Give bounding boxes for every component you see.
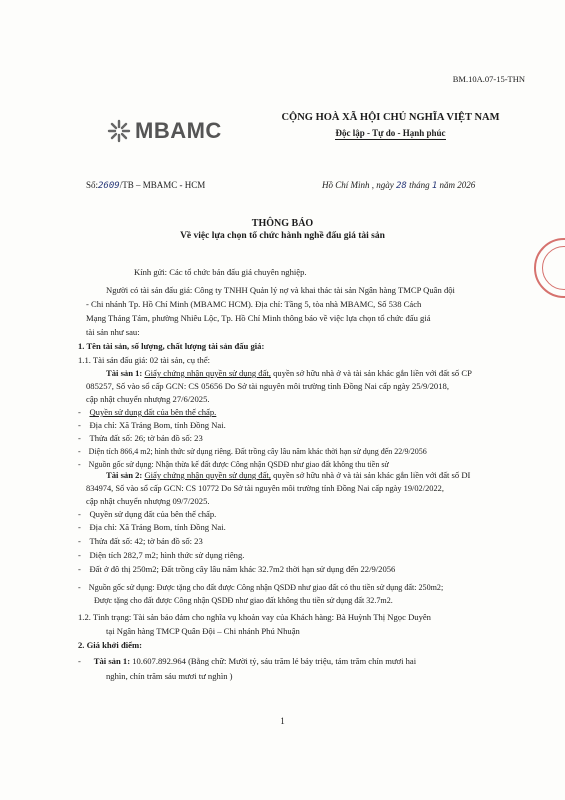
- handwritten-month: 1: [431, 181, 438, 191]
- asset-2-line-1: Tài sản 2: Giấy chứng nhận quyền sử dụng đất, quyền sở hữu nhà ở và tài sản khác gắn liền với đất số DI: [106, 470, 471, 480]
- handwritten-day: 28: [396, 181, 407, 191]
- republic-heading: CỘNG HOÀ XÃ HỘI CHỦ NGHĨA VIỆT NAM: [281, 112, 500, 123]
- asset-2-line-2: 834974, Số vào sổ cấp GCN: CS 10772 Do Sở tài nguyên môi trường tỉnh Đồng Nai cấp ngày 19/02/2022,: [86, 484, 444, 493]
- reference-number: Số:2609/TB – MBAMC - HCM: [86, 180, 206, 191]
- asset-2-bullet: - Quyền sử dụng đất của bên thế chấp.: [78, 509, 217, 519]
- mbamc-logo: [106, 118, 222, 144]
- asset-2-bullet: - Diện tích 282,7 m2; hình thức sử dụng riêng.: [78, 550, 245, 560]
- greeting: Kính gửi: Các tổ chức bán đấu giá chuyên nghiệp.: [134, 267, 307, 277]
- section-1-2-line-1: 1.2. Tình trạng: Tài sản bảo đảm cho nghĩa vụ khoản vay của Khách hàng: Bà Huỳnh Thị Ngọc Duyên: [78, 612, 431, 622]
- asset-1-bullet: - Diện tích 866,4 m2; hình thức sử dụng riêng. Đất trồng cây lâu năm khác thời hạn sử dụng đến 22/9/2056: [78, 447, 427, 456]
- intro-line-2: - Chi nhánh Tp. Hồ Chí Minh (MBAMC HCM). Địa chỉ: Tầng 5, tòa nhà MBAMC, Số 538 Cách: [86, 299, 422, 309]
- section-1-2-line-2: tại Ngân hàng TMCP Quân Đội – Chi nhánh Phú Nhuận: [106, 626, 300, 636]
- section-1-1: 1.1. Tài sản đấu giá: 02 tài sản, cụ thể:: [78, 355, 211, 365]
- asset-2-bullet-cont: Được tặng cho đất được Công nhận QSDĐ như giao đất không thu tiền sử dụng đất 32.7m2.: [94, 596, 393, 605]
- asset-2-line-3: cập nhật chuyển nhượng 09/7/2025.: [86, 496, 210, 506]
- document-title: THÔNG BÁO: [251, 218, 314, 229]
- intro-line-1: Người có tài sản đấu giá: Công ty TNHH Quản lý nợ và khai thác tài sản Ngân hàng TMCP Quân đội: [106, 285, 455, 295]
- asset-2-bullet: - Thửa đất số: 42; tờ bản đồ số: 23: [78, 536, 203, 546]
- national-motto: Độc lập - Tự do - Hạnh phúc: [335, 128, 446, 138]
- logo-text: MBAMC: [135, 118, 222, 143]
- document-subtitle: Về việc lựa chọn tổ chức hành nghề đấu giá tài sản: [180, 231, 385, 241]
- intro-line-4: tài sản như sau:: [86, 327, 140, 337]
- handwritten-ref: 2609: [98, 181, 120, 191]
- starting-price-line-1: - Tài sản 1: 10.607.892.964 (Bằng chữ: Mười tỷ, sáu trăm lẻ bảy triệu, tám trăm chín mươi hai: [78, 656, 417, 666]
- asset-1-line-3: cập nhật chuyển nhượng 27/6/2025.: [86, 394, 210, 404]
- section-1-heading: 1. Tên tài sản, số lượng, chất lượng tài sản đấu giá:: [78, 341, 265, 351]
- red-seal-stamp: [534, 238, 565, 298]
- asset-2-bullet: - Địa chỉ: Xã Trảng Bom, tỉnh Đồng Nai.: [78, 522, 226, 532]
- page-number: 1: [280, 716, 285, 726]
- asset-1-bullet: - Thửa đất số: 26; tờ bản đồ số: 23: [78, 433, 203, 443]
- asset-1-line-2: 085257, Số vào sổ cấp GCN: CS 05656 Do Sở tài nguyên môi trường tỉnh Đồng Nai cấp ngày 25/9/2018,: [86, 381, 449, 391]
- asset-1-bullet: - Quyền sử dụng đất của bên thế chấp.: [78, 407, 217, 417]
- asset-1-line-1: Tài sản 1: Giấy chứng nhận quyền sử dụng đất, quyền sở hữu nhà ở và tài sản khác gắn liền với đất số CP: [106, 368, 472, 378]
- asset-1-bullet: - Nguồn gốc sử dụng: Nhận thừa kế đất được Công nhận QSDĐ như giao đất không thu tiền sử: [78, 460, 389, 469]
- starting-price-line-2: nghìn, chín trăm sáu mươi tư nghìn ): [106, 671, 233, 681]
- asset-2-bullet: - Đất ở đô thị 250m2; Đất trồng cây lâu năm khác 32.7m2 thời hạn sử dụng đến 22/9/2056: [78, 564, 396, 574]
- form-code: BM.10A.07-15-THN: [452, 74, 525, 84]
- asset-2-bullet: - Nguồn gốc sử dụng: Được tặng cho đất được Công nhận QSDĐ như giao đất có thu tiền sử dụng đất: 250m2;: [78, 583, 444, 592]
- star-burst-icon: [106, 118, 132, 144]
- intro-line-3: Mạng Tháng Tám, phường Nhiêu Lộc, Tp. Hồ Chí Minh thông báo về việc lựa chọn tổ chức đấu giá: [86, 313, 431, 323]
- date-line: Hồ Chí Minh , ngày 28 tháng 1 năm 2026: [322, 180, 476, 191]
- section-2-heading: 2. Giá khởi điểm:: [78, 640, 142, 650]
- asset-1-bullet: - Địa chỉ: Xã Trảng Bom, tỉnh Đồng Nai.: [78, 420, 226, 430]
